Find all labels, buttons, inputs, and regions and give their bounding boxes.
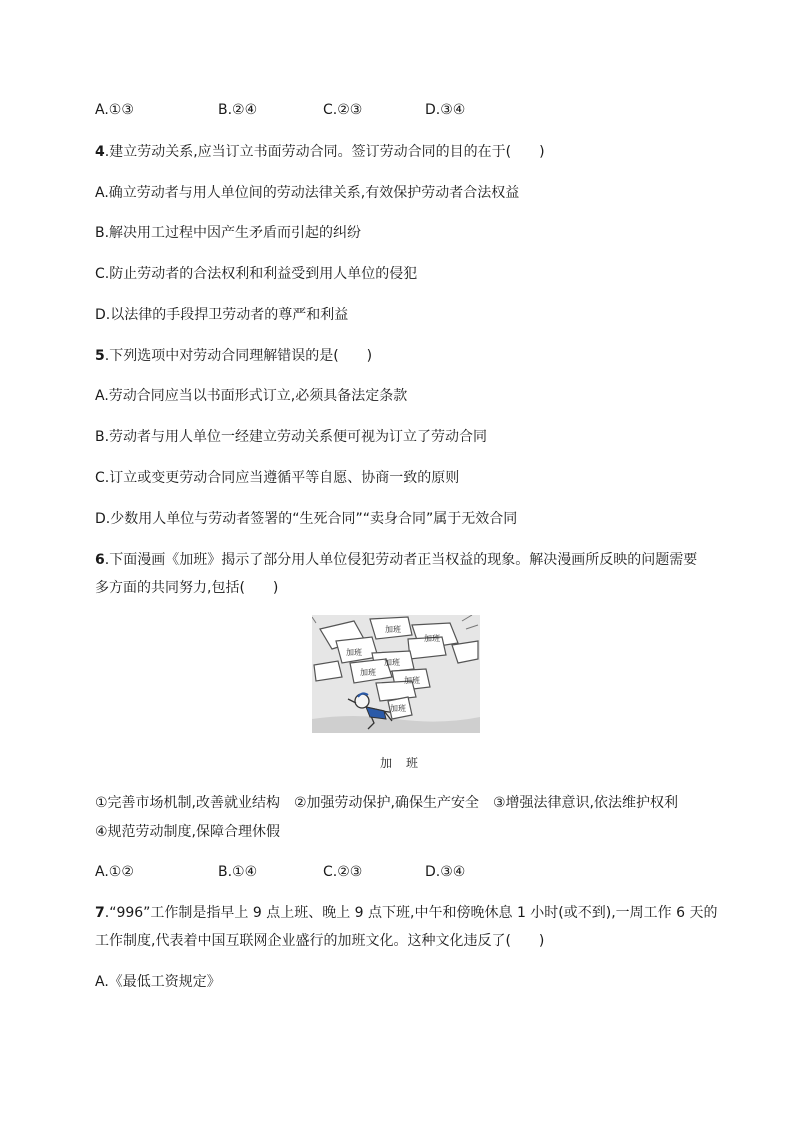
- q3-option-a: A.①③: [95, 102, 134, 118]
- q6-option-d: D.③④: [425, 864, 466, 880]
- q7-stem-line1: [95, 903, 717, 923]
- q4-stem: [95, 142, 545, 162]
- q6-stem-text: .下面漫画《加班》揭示了部分用人单位侵犯劳动者正当权益的现象。解决漫画所反映的问题需要: [104, 552, 698, 568]
- cartoon-label-5: 加班: [360, 668, 376, 677]
- q6-statements-line2: ④规范劳动制度,保障合理休假: [95, 824, 281, 840]
- q7-number: 7: [95, 905, 105, 921]
- cartoon-label-6: 加班: [404, 676, 420, 685]
- q6-statements-line1: ①完善市场机制,改善就业结构 ②加强劳动保护,确保生产安全 ③增强法律意识,依法维护权利: [95, 795, 679, 811]
- q6-options: [95, 862, 655, 882]
- cartoon-drawing: [312, 615, 480, 733]
- q3-option-d: D.③④: [425, 102, 466, 118]
- q5-stem: [95, 346, 372, 366]
- q4-stem-text: .建立劳动关系,应当订立书面劳动合同。签订劳动合同的目的在于( ): [104, 144, 545, 160]
- q4-option-d: D.以法律的手段捍卫劳动者的尊严和利益: [95, 307, 349, 323]
- q6-stem-line2: 多方面的共同努力,包括( ): [95, 580, 279, 596]
- q3-options: [95, 100, 655, 120]
- q5-stem-text: .下列选项中对劳动合同理解错误的是( ): [104, 348, 373, 364]
- q4-option-c: C.防止劳动者的合法权利和利益受到用人单位的侵犯: [95, 266, 418, 282]
- cartoon-label-7: 加班: [390, 704, 406, 713]
- cartoon-label-4: 加班: [384, 658, 400, 667]
- cartoon-label-2: 加班: [424, 634, 440, 643]
- q7-stem-text: .“996”工作制是指早上 9 点上班、晚上 9 点下班,中午和傍晚休息 1 小时(或不到),一周工作 6 天的: [104, 905, 718, 921]
- q6-option-a: A.①②: [95, 864, 134, 880]
- q6-option-c: C.②③: [323, 864, 363, 880]
- q7-stem-line2: 工作制度,代表着中国互联网企业盛行的加班文化。这种文化违反了( ): [95, 933, 545, 949]
- q5-option-a: A.劳动合同应当以书面形式订立,必须具备法定条款: [95, 388, 408, 404]
- q4-number: 4: [95, 144, 105, 160]
- cartoon-label-3: 加班: [346, 648, 362, 657]
- cartoon-label-1: 加班: [385, 625, 401, 634]
- q3-option-b: B.②④: [218, 102, 258, 118]
- overtime-cartoon: [312, 615, 480, 733]
- q6-option-b: B.①④: [218, 864, 258, 880]
- q5-option-d: D.少数用人单位与劳动者签署的“生死合同”“卖身合同”属于无效合同: [95, 511, 518, 527]
- q4-option-a: A.确立劳动者与用人单位间的劳动法律关系,有效保护劳动者合法权益: [95, 185, 520, 201]
- q6-stem-line1: [95, 550, 697, 570]
- q5-option-c: C.订立或变更劳动合同应当遵循平等自愿、协商一致的原则: [95, 470, 460, 486]
- q7-option-a: A.《最低工资规定》: [95, 974, 221, 990]
- q6-number: 6: [95, 552, 105, 568]
- q4-option-b: B.解决用工过程中因产生矛盾而引起的纠纷: [95, 225, 362, 241]
- cartoon-caption: 加班: [380, 756, 433, 770]
- q5-option-b: B.劳动者与用人单位一经建立劳动关系便可视为订立了劳动合同: [95, 429, 488, 445]
- q5-number: 5: [95, 348, 105, 364]
- q3-option-c: C.②③: [323, 102, 363, 118]
